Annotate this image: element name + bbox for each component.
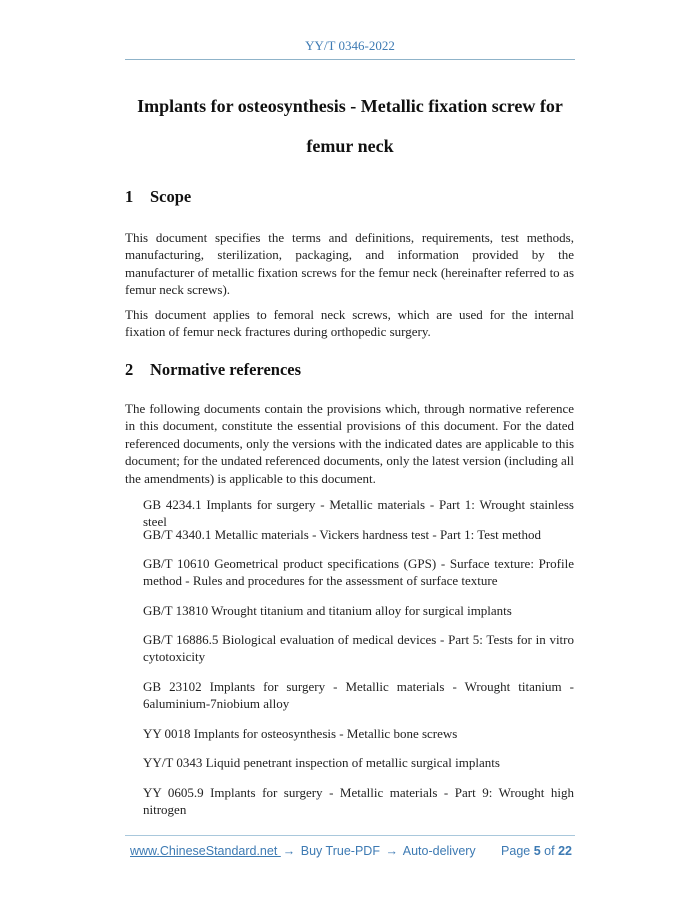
reference-item: YY 0605.9 Implants for surgery - Metallic materials - Part 9: Wrought high nitrogen	[143, 785, 574, 818]
reference-item: GB/T 10610 Geometrical product specifications (GPS) - Surface texture: Profile method - Rules and procedures for the assessment of surface texture	[143, 556, 574, 589]
scope-paragraph-1: This document specifies the terms and definitions, requirements, test methods, manufacturing, sterilization, packaging, and information provided by the manufacturer of metallic fixation screws for the femur neck (hereinafter referred to as femur neck screws).	[125, 230, 574, 298]
arrow-right-icon: →	[385, 844, 398, 858]
auto-delivery-text: Auto-delivery	[402, 844, 476, 858]
reference-item: GB/T 4340.1 Metallic materials - Vickers hardness test - Part 1: Test method	[143, 527, 541, 542]
chinesestandard-link[interactable]: www.ChineseStandard.net	[130, 844, 281, 858]
page-current: 5	[533, 844, 541, 858]
page-label: Page	[501, 844, 531, 858]
reference-item: GB 23102 Implants for surgery - Metallic materials - Wrought titanium - 6aluminium-7niobium alloy	[143, 679, 574, 712]
section-title: Normative references	[150, 360, 302, 379]
section-title: Scope	[150, 187, 192, 206]
section-number: 1	[125, 187, 134, 206]
page-total: 22	[558, 844, 572, 858]
buy-true-pdf-text: Buy True-PDF	[300, 844, 380, 858]
reference-item: YY/T 0343 Liquid penetrant inspection of metallic surgical implants	[143, 755, 500, 770]
page-footer	[130, 844, 572, 858]
document-title	[125, 86, 575, 166]
of-label: of	[544, 844, 555, 858]
running-header-doc-code: YY/T 0346-2022	[305, 38, 395, 53]
normative-intro-paragraph: The following documents contain the provisions which, through normative reference in this document, constitute the essential provisions of this document. For the dated referenced documents, only the versions with the indicated dates are applicable to this document; for the undated referenced documents, only the latest version (including all the amendments) is applicable to this document.	[125, 401, 574, 486]
reference-item: GB/T 13810 Wrought titanium and titanium alloy for surgical implants	[143, 603, 512, 618]
reference-item: YY 0018 Implants for osteosynthesis - Metallic bone screws	[143, 726, 458, 741]
footer-divider	[125, 835, 575, 836]
section-number: 2	[125, 360, 134, 379]
section-heading-normative-references	[125, 360, 575, 380]
section-heading-scope	[125, 187, 575, 207]
page-indicator	[501, 844, 572, 858]
reference-item: GB 4234.1 Implants for surgery - Metallic materials - Part 1: Wrought stainless steel	[143, 497, 574, 530]
arrow-right-icon: →	[282, 844, 296, 858]
scope-paragraph-2: This document applies to femoral neck screws, which are used for the internal fixation of femur neck fractures during orthopedic surgery.	[125, 307, 574, 340]
document-title-line-2: femur neck	[306, 136, 394, 156]
document-title-line-1: Implants for osteosynthesis - Metallic fixation screw for	[137, 96, 563, 116]
header-divider	[125, 59, 575, 60]
reference-item: GB/T 16886.5 Biological evaluation of medical devices - Part 5: Tests for in vitro cytotoxicity	[143, 632, 574, 665]
